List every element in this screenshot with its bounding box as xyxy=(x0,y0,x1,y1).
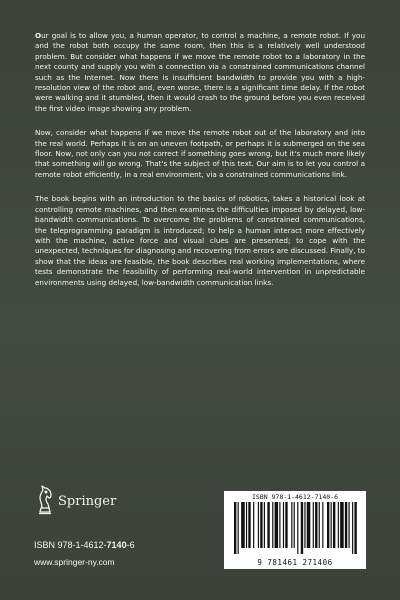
blurb-paragraph-2: Now, consider what happens if we move the remote robot out of the laboratory and into the real world. Perhaps it is on an uneven footpath, or perhaps it is submerged on the sea floor. Now, not only can you not correct if something goes wrong, but it's much more likely that something will go wrong. That's the subject of this text. Our aim is to let you control a remote robot efficiently, in a real environment, via a constrained communications link. xyxy=(35,128,365,179)
publisher-url: www.springer-ny.com xyxy=(34,557,115,567)
barcode-stripe xyxy=(272,502,273,548)
barcode-stripe xyxy=(297,502,298,554)
barcode-bars xyxy=(234,502,358,554)
barcode-isbn-label: ISBN 978-1-4612-7140-6 xyxy=(251,493,339,501)
barcode-stripe xyxy=(319,502,320,548)
springer-chess-knight-icon xyxy=(34,482,56,516)
barcode-stripe xyxy=(327,502,329,548)
barcode-stripe xyxy=(352,502,353,554)
barcode-stripe xyxy=(348,502,349,548)
drop-cap-letter: O xyxy=(35,31,42,40)
blurb-text xyxy=(35,31,365,302)
isbn-text xyxy=(34,540,135,550)
barcode-digits: 9 781461 271406 xyxy=(257,558,333,567)
isbn-bold-part: 7140 xyxy=(106,540,127,550)
barcode-stripe xyxy=(234,502,236,554)
barcode-stripe xyxy=(253,502,254,548)
barcode-stripe xyxy=(340,502,344,548)
isbn-prefix: ISBN 978-1-4612- xyxy=(34,540,107,550)
barcode-stripe xyxy=(279,502,280,548)
barcode-stripe xyxy=(301,502,303,554)
barcode-stripe xyxy=(291,502,292,548)
barcode-stripe xyxy=(283,502,284,548)
barcode-stripe xyxy=(248,502,250,548)
barcode-stripe xyxy=(307,502,311,548)
barcode-stripe xyxy=(313,502,314,548)
barcode-stripe xyxy=(260,502,262,548)
barcode-stripe xyxy=(238,502,239,554)
barcode-stripe xyxy=(285,502,287,548)
springer-wordmark: Springer xyxy=(58,494,117,509)
barcode-stripe xyxy=(246,502,247,548)
blurb-paragraph-1-text: ur goal is to allow you, a human operator, to control a machine, a remote robot. If you and the robot both occupy the same room, then this is a relatively well understood problem. But consider what happens if we move the remote robot to a laboratory in the next county and supply you with a connection via a constrained communications channel such as the Internet. Now there is insufficient bandwidth to provide you with a high-resolution view of the robot and, even worse, there is a significant time delay. If the robot were walking and it stumbled, then it would crash to the ground before you even received the first video image showing any problem. xyxy=(35,31,365,113)
blurb-paragraph-3: The book begins with an introduction to the basics of robotics, takes a historical look at controlling remote machines, and then examines the difficulties imposed by delayed, low-bandwidth communications. To overcome the problems of constrained communications, the teleprogramming paradigm is introduced; to help a human interact more effectively with the machine, active force and visual clues are presented; to cope with the unexpected, techniques for diagnosing and recovering from errors are discussed. Finally, to show that the ideas are feasible, the book describes real working implementations, where tests demonstrate the feasibility of performing real-world intervention in unpredictable environments using delayed, low-bandwidth communication links. xyxy=(35,194,365,287)
barcode-stripe xyxy=(315,502,317,548)
barcode-stripe xyxy=(294,502,295,548)
springer-brand xyxy=(34,482,154,522)
isbn-suffix: -6 xyxy=(126,540,135,550)
barcode-stripe xyxy=(304,502,305,548)
blurb-paragraph-1 xyxy=(35,31,365,114)
barcode xyxy=(224,491,366,569)
barcode-stripe xyxy=(275,502,279,548)
barcode-stripe xyxy=(354,502,356,554)
barcode-stripe xyxy=(322,502,323,548)
barcode-stripe xyxy=(241,502,245,548)
barcode-stripe xyxy=(338,502,339,548)
barcode-stripe xyxy=(258,502,259,548)
barcode-stripe xyxy=(267,502,269,548)
barcode-stripe xyxy=(264,502,265,548)
barcode-stripe xyxy=(333,502,335,548)
barcode-stripe xyxy=(345,502,347,548)
barcode-stripe xyxy=(331,502,332,548)
